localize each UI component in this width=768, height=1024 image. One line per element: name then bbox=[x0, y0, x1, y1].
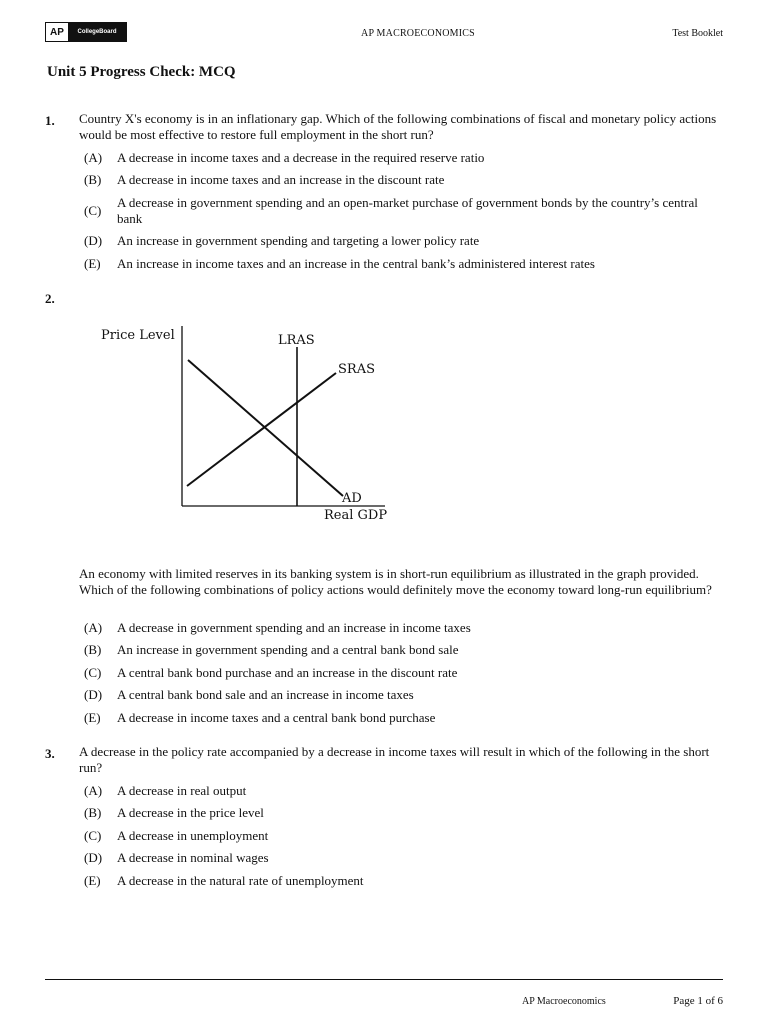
footer-divider bbox=[45, 979, 723, 980]
question-2-stem: An economy with limited reserves in its banking system is in short-run equilibrium as illustrated in the graph provided. Which of the following combinations of policy actions would definitely move the economy toward long-run equilibrium? bbox=[79, 566, 712, 597]
question-1-option-e[interactable]: (E) An increase in income taxes and an increase in the central bank’s administered interest rates bbox=[84, 256, 595, 271]
question-2-option-c[interactable]: (C) A central bank bond purchase and an increase in the discount rate bbox=[84, 665, 458, 680]
question-2-option-d[interactable]: (D) A central bank bond sale and an increase in income taxes bbox=[84, 687, 414, 702]
ad-as-graph bbox=[90, 320, 400, 530]
question-3-number: 3. bbox=[45, 746, 55, 761]
page-number: Page 1 of 6 bbox=[673, 995, 723, 1007]
question-1-option-b[interactable]: (B) A decrease in income taxes and an increase in the discount rate bbox=[84, 172, 445, 187]
question-3-option-e[interactable]: (E) A decrease in the natural rate of unemployment bbox=[84, 873, 364, 888]
question-3-option-b[interactable]: (B) A decrease in the price level bbox=[84, 805, 264, 820]
question-1-number: 1. bbox=[45, 113, 55, 128]
question-2-option-e[interactable]: (E) A decrease in income taxes and a central bank bond purchase bbox=[84, 710, 436, 725]
question-3-stem: A decrease in the policy rate accompanied by a decrease in income taxes will result in which of the following in the short run? bbox=[79, 744, 710, 775]
question-3-option-a[interactable]: (A) A decrease in real output bbox=[84, 783, 247, 798]
question-2-option-a[interactable]: (A) A decrease in government spending and an increase in income taxes bbox=[84, 620, 471, 635]
footer-course-name: AP Macroeconomics bbox=[522, 996, 606, 1007]
question-1-option-c[interactable]: (C) A decrease in government spending and an open-market purchase of government bonds by the country’s central bank bbox=[84, 195, 698, 226]
logo-ap-text: AP bbox=[50, 26, 64, 38]
x-axis-label: Real GDP bbox=[324, 508, 388, 523]
question-3-option-d[interactable]: (D) A decrease in nominal wages bbox=[84, 850, 269, 865]
header-booklet-label: Test Booklet bbox=[672, 28, 723, 39]
question-2-number: 2. bbox=[45, 291, 55, 306]
y-axis-label: Price Level bbox=[101, 328, 175, 343]
ad-curve bbox=[188, 360, 343, 496]
question-3-option-c[interactable]: (C) A decrease in unemployment bbox=[84, 828, 269, 843]
question-1-stem: Country X's economy is in an inflationary gap. Which of the following combinations of fiscal and monetary policy actions would be most effective to restore full employment in the short run? bbox=[79, 111, 717, 142]
question-1-option-d[interactable]: (D) An increase in government spending and targeting a lower policy rate bbox=[84, 233, 480, 248]
page-title: Unit 5 Progress Check: MCQ bbox=[47, 64, 236, 80]
header-course-title: AP MACROECONOMICS bbox=[361, 28, 475, 39]
question-1-option-a[interactable]: (A) A decrease in income taxes and a decrease in the required reserve ratio bbox=[84, 150, 485, 165]
lras-label: LRAS bbox=[278, 333, 315, 348]
logo-brand-text: CollegeBoard bbox=[68, 23, 126, 41]
sras-label: SRAS bbox=[338, 362, 375, 377]
question-2-option-b[interactable]: (B) An increase in government spending and a central bank bond sale bbox=[84, 642, 459, 657]
ad-label: AD bbox=[342, 491, 362, 506]
